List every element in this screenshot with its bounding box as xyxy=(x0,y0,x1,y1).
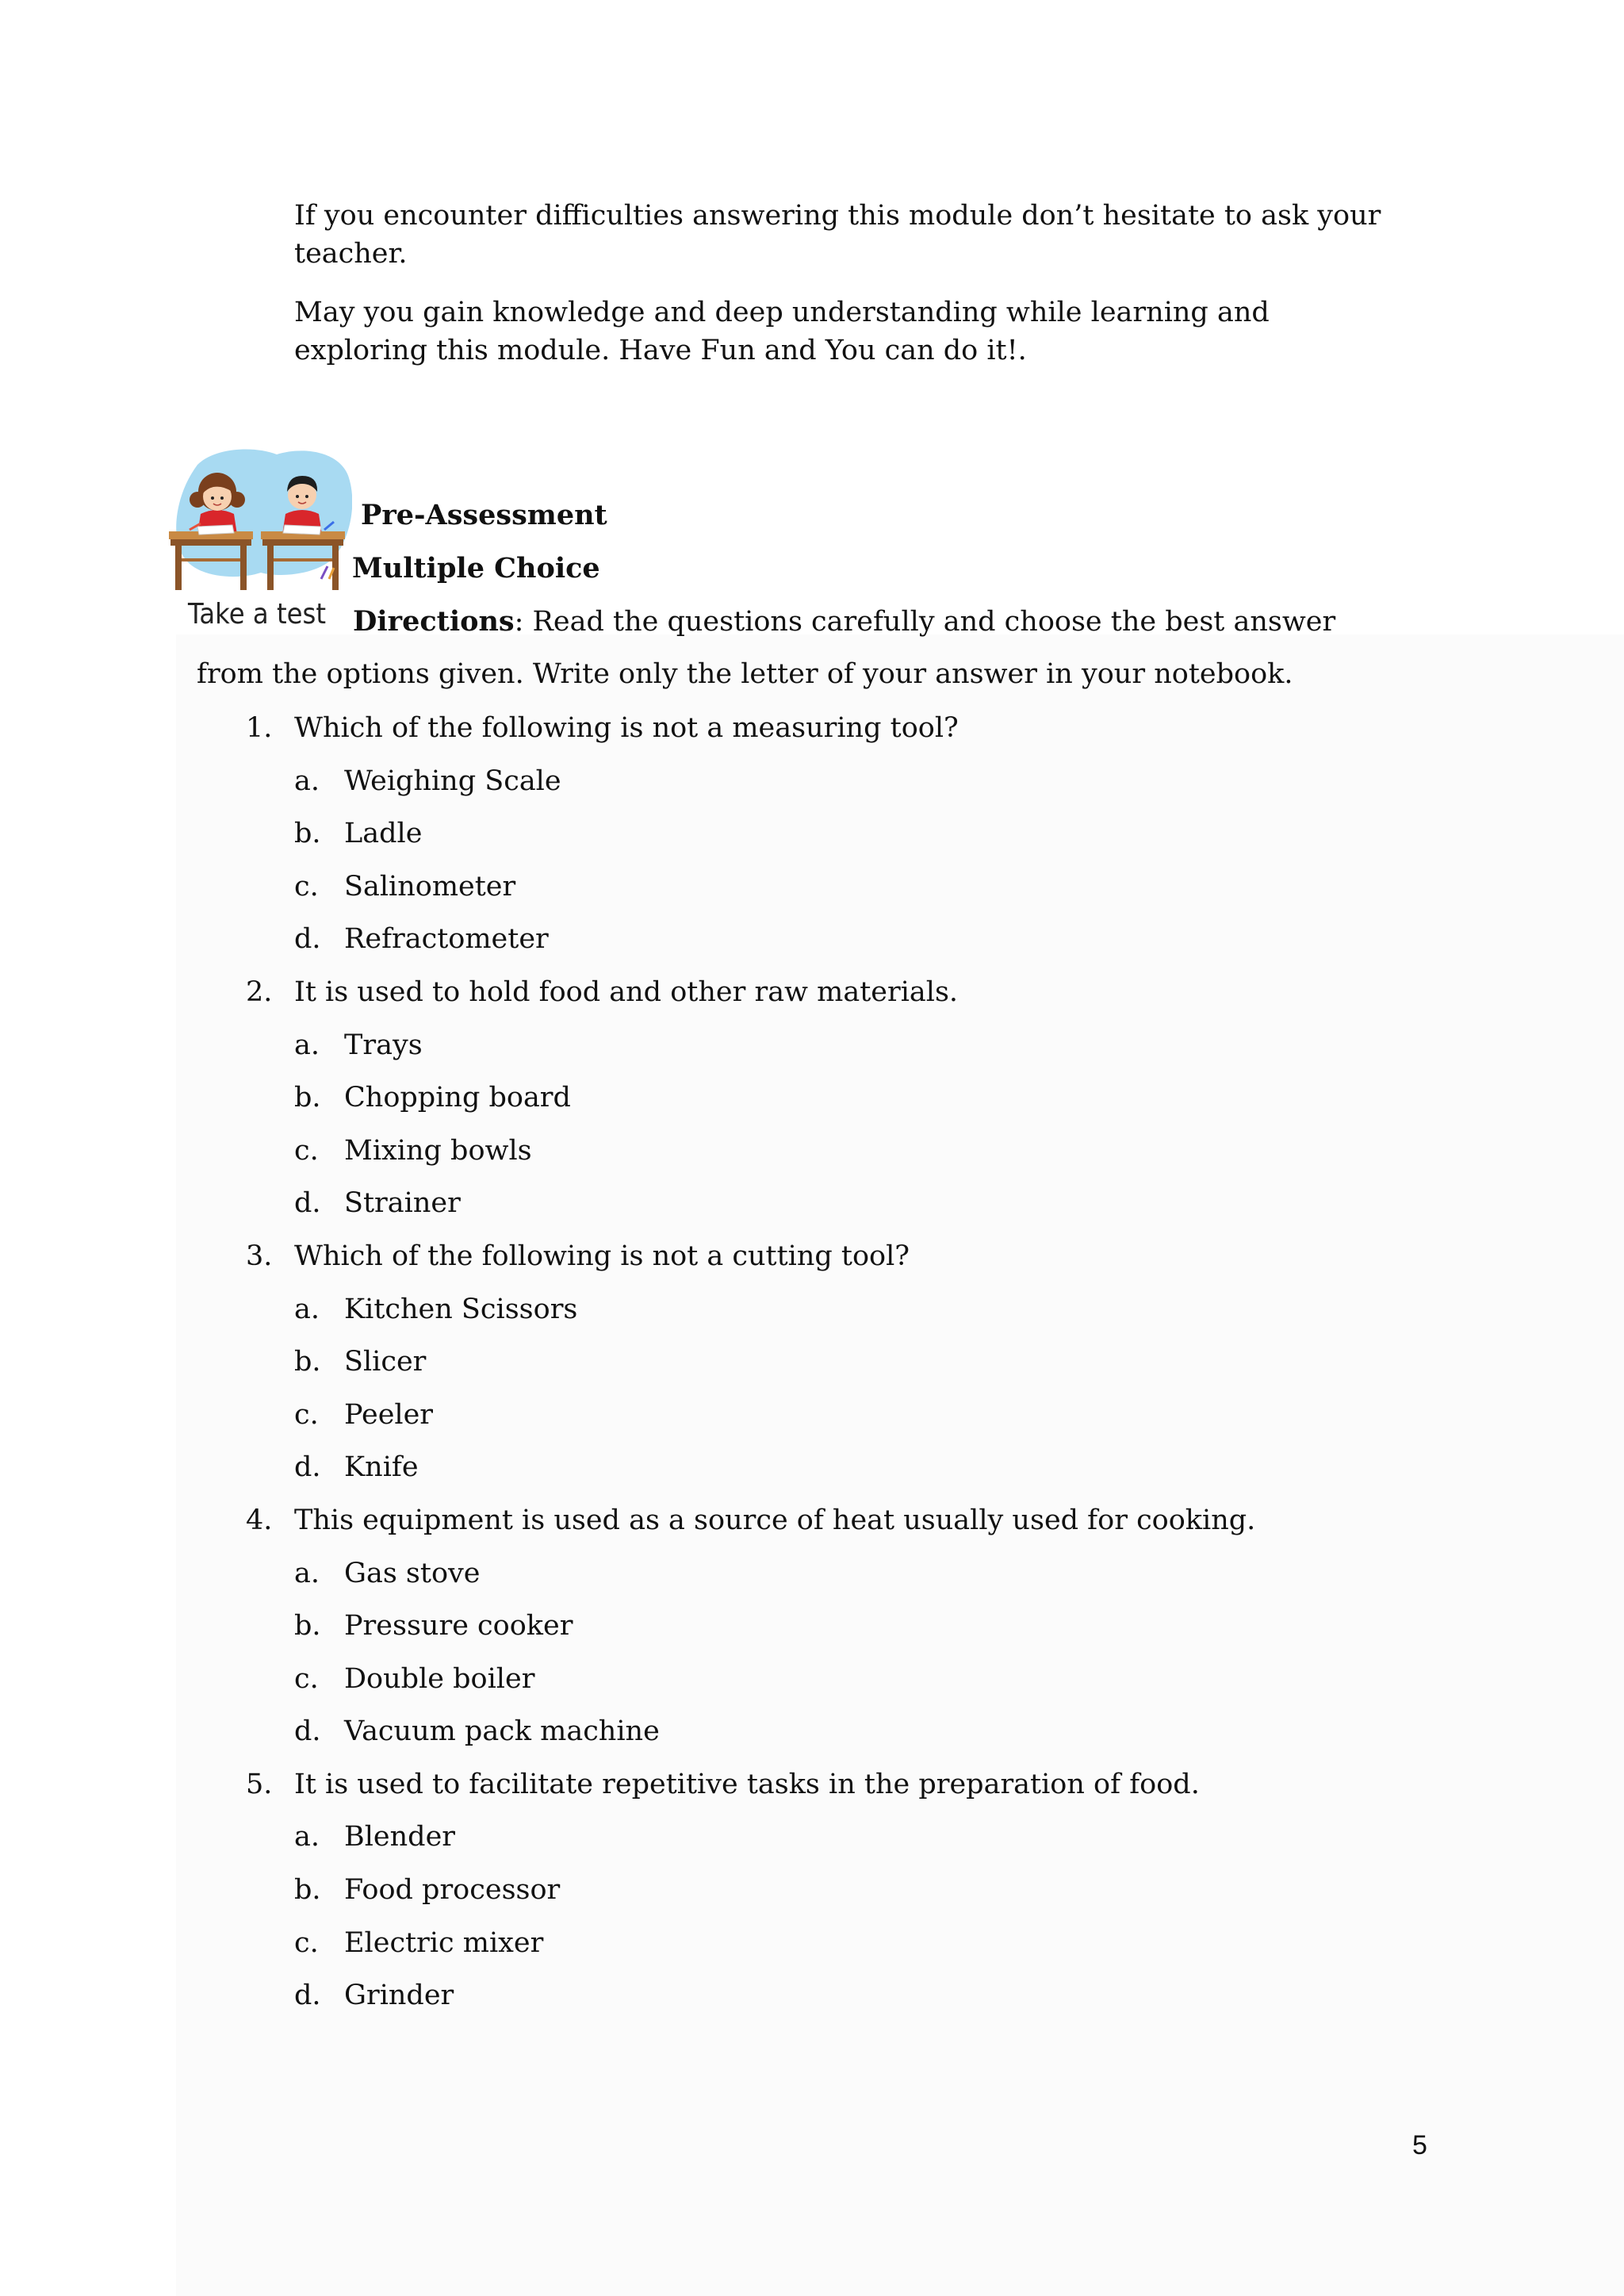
option-letter: a. xyxy=(294,1557,320,1589)
question-number: 2. xyxy=(246,976,273,1008)
option-text: Blender xyxy=(344,1821,456,1853)
option-letter: c. xyxy=(294,1926,319,1959)
option-5b xyxy=(0,1864,1624,1917)
option-text: Ladle xyxy=(344,818,423,850)
option-text: Grinder xyxy=(344,1980,454,2012)
question-text: It is used to hold food and other raw materials. xyxy=(294,976,959,1008)
option-letter: b. xyxy=(294,818,321,850)
option-text: Refractometer xyxy=(344,923,549,956)
question-number: 1. xyxy=(246,712,273,744)
option-letter: b. xyxy=(294,1610,321,1642)
directions-text: : Read the questions carefully and choose the best answer xyxy=(514,606,1336,638)
option-2a xyxy=(0,1019,1624,1072)
option-letter: b. xyxy=(294,1346,321,1378)
option-text: Double boiler xyxy=(344,1662,535,1695)
option-5a xyxy=(0,1811,1624,1864)
option-text: Slicer xyxy=(344,1346,427,1378)
option-letter: c. xyxy=(294,1134,319,1167)
question-1 xyxy=(0,702,1624,755)
section-title: Pre-Assessment xyxy=(361,499,607,531)
option-3b xyxy=(0,1336,1624,1389)
option-1c xyxy=(0,861,1624,914)
kids-taking-test-icon xyxy=(166,447,352,631)
option-letter: a. xyxy=(294,765,320,797)
question-3 xyxy=(0,1230,1624,1283)
question-text: Which of the following is not a cutting tool? xyxy=(294,1240,910,1272)
option-1b xyxy=(0,807,1624,861)
option-letter: d. xyxy=(294,923,321,956)
option-letter: a. xyxy=(294,1821,320,1853)
option-text: Knife xyxy=(344,1451,419,1484)
option-4b xyxy=(0,1600,1624,1653)
option-text: Gas stove xyxy=(344,1557,481,1589)
option-5d xyxy=(0,1969,1624,2022)
question-4 xyxy=(0,1494,1624,1547)
option-text: Food processor xyxy=(344,1874,561,1907)
option-letter: c. xyxy=(294,1398,319,1431)
option-2c xyxy=(0,1125,1624,1178)
option-letter: d. xyxy=(294,1451,321,1484)
directions-label: Directions xyxy=(353,605,515,638)
option-text: Weighing Scale xyxy=(344,765,561,797)
question-list xyxy=(0,702,1624,2022)
question-text: It is used to facilitate repetitive tasks in the preparation of food. xyxy=(294,1768,1200,1800)
option-2b xyxy=(0,1071,1624,1125)
option-text: Mixing bowls xyxy=(344,1134,532,1167)
option-3a xyxy=(0,1283,1624,1336)
option-text: Chopping board xyxy=(344,1082,571,1114)
option-1d xyxy=(0,913,1624,966)
option-letter: a. xyxy=(294,1293,320,1325)
option-letter: d. xyxy=(294,1980,321,2012)
option-3d xyxy=(0,1441,1624,1494)
page-number: 5 xyxy=(1412,2130,1427,2160)
question-number: 4. xyxy=(246,1504,273,1536)
question-number: 3. xyxy=(246,1240,273,1272)
intro-line: exploring this module. Have Fun and You can do it!. xyxy=(294,335,1027,366)
option-text: Salinometer xyxy=(344,870,516,903)
question-text: This equipment is used as a source of heat usually used for cooking. xyxy=(294,1504,1256,1536)
option-5c xyxy=(0,1917,1624,1970)
sky-blob xyxy=(176,449,352,577)
directions-continued: from the options given. Write only the letter of your answer in your notebook. xyxy=(197,658,1293,690)
option-text: Peeler xyxy=(344,1398,434,1431)
option-text: Electric mixer xyxy=(344,1926,544,1959)
intro-line: teacher. xyxy=(294,238,408,270)
option-letter: c. xyxy=(294,870,319,903)
intro-paragraph-2 xyxy=(294,293,1270,370)
directions xyxy=(353,596,1335,649)
option-letter: d. xyxy=(294,1187,321,1220)
option-1a xyxy=(0,755,1624,808)
option-letter: d. xyxy=(294,1715,321,1748)
option-letter: b. xyxy=(294,1874,321,1907)
section-subtitle: Multiple Choice xyxy=(352,552,600,585)
question-text: Which of the following is not a measuring tool? xyxy=(294,712,959,744)
option-letter: c. xyxy=(294,1662,319,1695)
option-letter: a. xyxy=(294,1029,320,1061)
question-5 xyxy=(0,1758,1624,1811)
badge-caption: Take a test xyxy=(187,598,326,631)
intro-paragraph-1 xyxy=(294,197,1381,273)
take-a-test-illustration xyxy=(166,447,352,631)
option-2d xyxy=(0,1177,1624,1230)
option-text: Vacuum pack machine xyxy=(344,1715,660,1748)
option-4a xyxy=(0,1547,1624,1600)
question-number: 5. xyxy=(246,1768,273,1800)
question-2 xyxy=(0,966,1624,1019)
option-text: Strainer xyxy=(344,1187,461,1220)
option-letter: b. xyxy=(294,1082,321,1114)
option-text: Kitchen Scissors xyxy=(344,1293,578,1325)
option-4c xyxy=(0,1653,1624,1706)
option-3c xyxy=(0,1389,1624,1442)
option-text: Trays xyxy=(344,1029,423,1061)
intro-line: May you gain knowledge and deep understanding while learning and xyxy=(294,297,1270,328)
option-text: Pressure cooker xyxy=(344,1610,573,1642)
intro-line: If you encounter difficulties answering this module don’t hesitate to ask your xyxy=(294,200,1381,232)
option-4d xyxy=(0,1705,1624,1758)
